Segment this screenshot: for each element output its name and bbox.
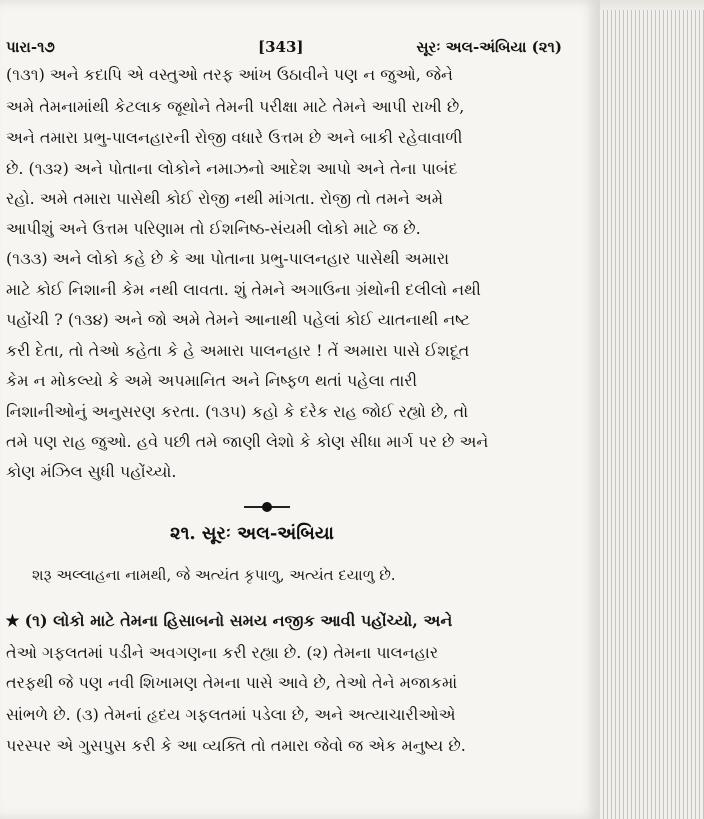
surah-verse-line: પરસ્પર એ ગુસપુસ કરી કે આ વ્યક્તિ તો તમારા જેવો જ એક મનુષ્ય છે. [6,736,466,755]
page-edges-stack [600,10,704,819]
surah-verse-line: સાંભળે છે. (૩) તેમનાં હૃદય ગફલતમાં પડેલા છે, અને અત્યાચારીઓએ [6,705,456,724]
body-line: માટે કોઈ નિશાની કેમ નથી લાવતા. શું તેમને અગાઉના ગ્રંથોની દલીલો નથી [6,280,481,299]
body-line: છે. (૧૩૨) અને પોતાના લોકોને નમાઝનો આદેશ આપો અને તેના પાબંદ [6,159,458,178]
surah-verse-line: તેઓ ગફલતમાં પડીને અવગણના કરી રહ્યા છે. (૨) તેમના પાલનહાર [6,643,439,662]
running-header [6,38,562,64]
body-line: (૧૩૩) અને લોકો કહે છે કે આ પોતાના પ્રભુ-પાલનહાર પાસેથી અમારા [6,249,450,268]
header-surah-name: સૂરઃ અલ-અંબિયા (૨૧) [416,38,562,56]
surah-verse-line [6,608,554,634]
star-icon: ★ [6,611,19,630]
bismillah-line: શરૂ અલ્લાહના નામથી, જે અત્યંત કૃપાળુ, અત્યંત દયાળુ છે. [32,566,396,584]
body-line: આપીશું અને ઉત્તમ પરિણામ તો ઈશનિષ્ઠ-સંયમી લોકો માટે જ છે. [6,219,421,238]
body-line: કોણ મંઝિલ સુધી પહોંચ્યો. [6,462,177,481]
body-line: (૧૩૧) અને કદાપિ એ વસ્તુઓ તરફ આંખ ઉઠાવીને પણ ન જુઓ, જેને [6,65,453,84]
body-line: તમે પણ રાહ જુઓ. હવે પછી તમે જાણી લેશો કે કોણ સીધા માર્ગ પર છે અને [6,432,489,451]
body-line: કેમ ન મોકલ્યો કે અમે અપમાનિત અને નિષ્ફળ થતાં પહેલા તારી [6,371,418,390]
verse-1-bold-text: (૧) લોકો માટે તેમના હિસાબનો સમય નજીક આવી પહોંચ્યો, અને [24,611,453,630]
section-divider-ornament [244,502,290,512]
header-page-number: [343] [258,38,304,56]
surah-heading: ૨૧. સૂરઃ અલ-અંબિયા [170,523,334,544]
body-line: કરી દેતા, તો તેઓ કહેતા કે હે અમારા પાલનહાર ! તેં અમારા પાસે ઈશદૂત [6,341,470,360]
divider-dot [262,502,272,512]
body-line: રહો. અમે તમારા પાસેથી કોઈ રોજી નથી માંગતા. રોજી તો તમને અમે [6,189,444,208]
body-line: પહોંચી ? (૧૩૪) અને જો અમે તેમને આનાથી પહેલાં કોઈ યાતનાથી નષ્ટ [6,310,470,329]
header-para-number: પારા-૧૭ [6,38,55,56]
body-line: નિશાનીઓનું અનુસરણ કરતા. (૧૩૫) કહો કે દરેક રાહ જોઈ રહ્યો છે, તો [6,402,469,421]
body-line: અમે તેમનામાંથી કેટલાક જૂથોને તેમની પરીક્ષા માટે તેમને આપી રાખી છે, [6,97,465,116]
surah-verse-line: તરફથી જે પણ નવી શિખામણ તેમના પાસે આવે છે, તેઓ તેને મજાકમાં [6,673,458,692]
body-line: અને તમારા પ્રભુ-પાલનહારની રોજી વધારે ઉત્તમ છે અને બાકી રહેવાવાળી [6,128,463,147]
